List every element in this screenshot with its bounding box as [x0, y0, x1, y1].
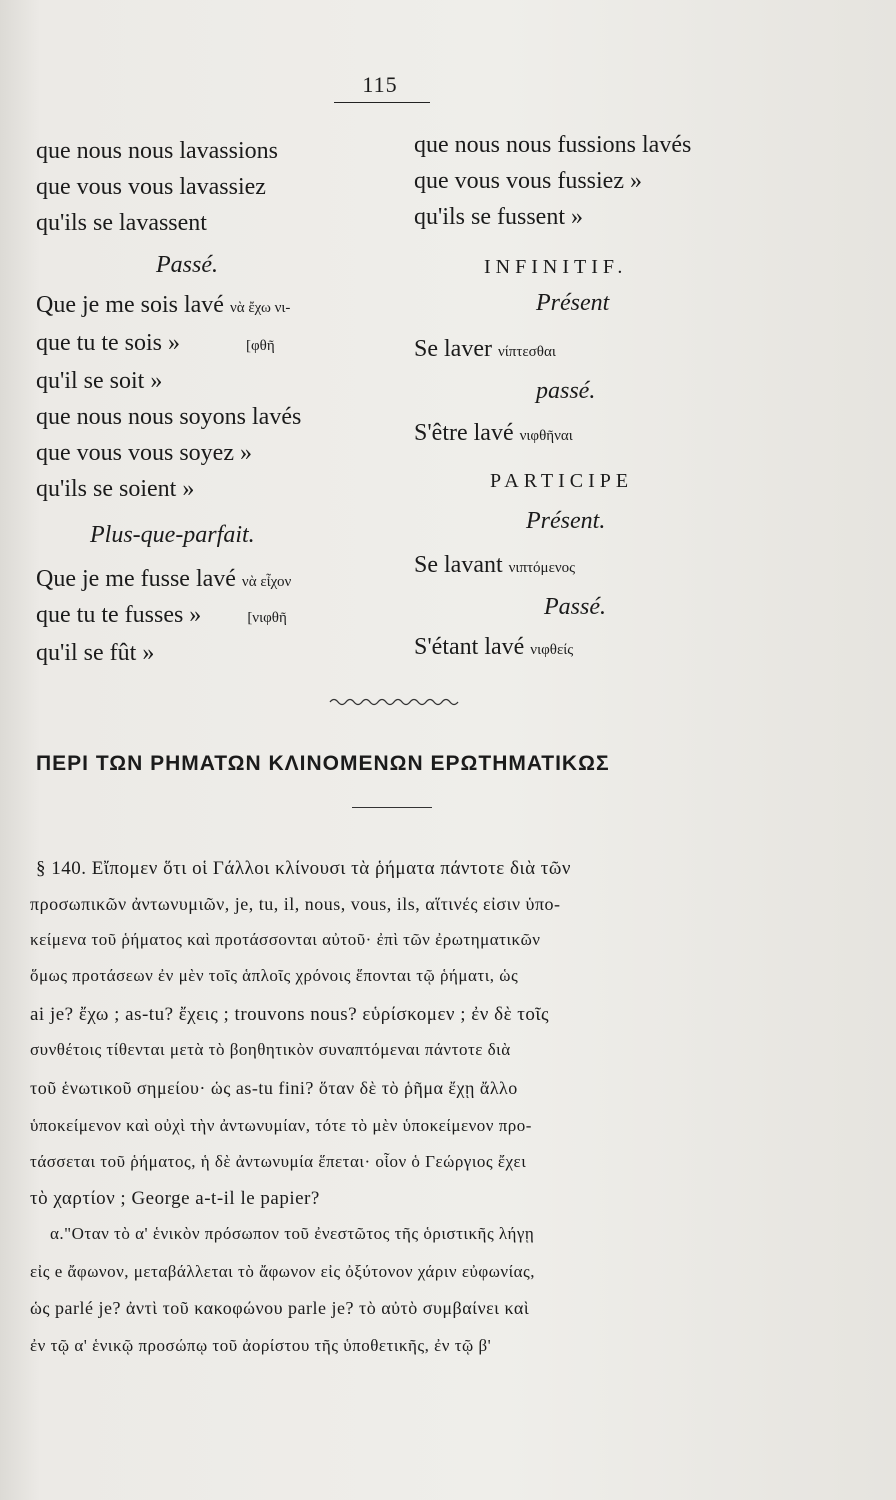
left-line-text: Que je me fusse lavé	[36, 566, 236, 592]
left-line: que vous vous soyez »	[36, 440, 252, 466]
right-subheading-present: Présent	[536, 290, 610, 316]
right-line-greek: νίπτεσθαι	[497, 344, 556, 360]
left-line-greek: νὰ εἶχον	[241, 574, 292, 590]
wavy-divider-ornament	[328, 696, 460, 710]
left-line	[36, 566, 291, 593]
paragraph-line: § 140. Εἴπομεν ὅτι οἱ Γάλλοι κλίνουσι τὰ ῥήματα πάντοτε διὰ τῶν	[36, 858, 572, 879]
right-line-text: Se laver	[414, 336, 492, 362]
right-line	[414, 552, 575, 579]
paragraph-line: ὑποκείμενον καὶ οὐχὶ τὴν ἀντωνυμίαν, τότε τὸ μὲν ὑποκείμενον προ-	[30, 1116, 532, 1135]
right-line: que vous vous fussiez »	[414, 168, 642, 194]
left-line-text: que tu te sois »	[36, 330, 180, 356]
right-subheading-passe: passé.	[536, 378, 596, 404]
left-line-text: que tu te fusses »	[36, 602, 202, 628]
left-line: qu'ils se lavassent	[36, 210, 207, 236]
left-line	[36, 602, 287, 629]
paragraph-line: προσωπικῶν ἀντωνυμιῶν, je, tu, il, nous, vous, ils, αἵτινές εἰσιν ὑπο-	[30, 894, 561, 914]
left-subheading-passe: Passé.	[156, 252, 218, 278]
paragraph-line: εἰς e ἄφωνον, μεταβάλλεται τὸ ἄφωνον εἰς ὀξύτονον χάριν εὐφωνίας,	[30, 1262, 536, 1281]
right-line-greek: νιφθείς	[530, 642, 574, 658]
right-line	[414, 634, 573, 661]
paragraph-line: ὡς parlé je? ἀντὶ τοῦ κακοφώνου parle je? τὸ αὐτὸ συμβαίνει καὶ	[30, 1298, 530, 1318]
paragraph-line: κείμενα τοῦ ῥήματος καὶ προτάσσονται αὐτοῦ· ἐπὶ τῶν ἐρωτηματικῶν	[30, 930, 541, 949]
paragraph-line: τὸ χαρτίον ; George a-t-il le papier?	[30, 1188, 320, 1209]
right-line-greek: νιπτόμενος	[508, 560, 576, 576]
right-line-text: S'étant lavé	[414, 634, 525, 660]
right-heading-participe: PARTICIPE	[490, 470, 634, 492]
paragraph-line: α."Οταν τὸ α' ἑνικὸν πρόσωπον τοῦ ἐνεστῶτος τῆς ὁριστικῆς λήγῃ	[50, 1224, 535, 1243]
left-subheading-plus-que-parfait: Plus-que-parfait.	[90, 522, 255, 548]
right-line-text: S'être lavé	[414, 420, 514, 446]
paragraph-line: τάσσεται τοῦ ῥήματος, ἡ δὲ ἀντωνυμία ἕπεται· οἷον ὁ Γεώργιος ἔχει	[30, 1152, 527, 1171]
heading-rule	[352, 807, 432, 808]
section-heading: ΠΕΡΙ ΤΩΝ ΡΗΜΑΤΩΝ ΚΛΙΝΟΜΕΝΩΝ ΕΡΩΤΗΜΑΤΙΚΩΣ	[36, 752, 610, 775]
page-number: 115	[362, 72, 398, 97]
paragraph-line: ἐν τῷ α' ἑνικῷ προσώπῳ τοῦ ἀορίστου τῆς ὑποθετικῆς, ἐν τῷ β'	[30, 1336, 492, 1355]
right-subheading-present: Présent.	[526, 508, 606, 534]
right-subheading-passe: Passé.	[544, 594, 606, 620]
left-line: que nous nous soyons lavés	[36, 404, 302, 430]
left-line: qu'il se fût »	[36, 640, 155, 666]
left-line: qu'ils se soient »	[36, 476, 195, 502]
left-line-greek: νὰ ἔχω νι-	[229, 300, 291, 316]
left-line-greek: [φθῆ	[246, 338, 275, 354]
right-heading-infinitif: INFINITIF.	[484, 256, 628, 278]
right-line	[414, 420, 573, 447]
right-line	[414, 336, 556, 363]
left-line	[36, 292, 290, 319]
right-line: qu'ils se fussent »	[414, 204, 583, 230]
paragraph-line: ὅμως προτάσεων ἐν μὲν τοῖς ἁπλοῖς χρόνοις ἕπονται τῷ ῥήματι, ὡς	[30, 966, 519, 985]
paragraph-line: ai je? ἔχω ; as-tu? ἔχεις ; trouvons nous? εὑρίσκομεν ; ἐν δὲ τοῖς	[30, 1004, 550, 1025]
left-line-text: Que je me sois lavé	[36, 292, 224, 318]
left-line	[36, 330, 275, 357]
right-line-greek: νιφθῆναι	[519, 428, 573, 444]
left-line: qu'il se soit »	[36, 368, 163, 394]
page-number-rule	[334, 102, 430, 103]
right-line-text: Se lavant	[414, 552, 503, 578]
paragraph-line: συνθέτοις τίθενται μετὰ τὸ βοηθητικὸν συναπτόμεναι πάντοτε διὰ	[30, 1040, 511, 1059]
left-line-greek: [νιφθῆ	[247, 610, 287, 626]
left-line: que nous nous lavassions	[36, 138, 278, 164]
paragraph-line: τοῦ ἑνωτικοῦ σημείου· ὡς as-tu fini? ὅταν δὲ τὸ ῥῆμα ἔχῃ ἄλλο	[30, 1078, 518, 1098]
right-line: que nous nous fussions lavés	[414, 132, 692, 158]
left-line: que vous vous lavassiez	[36, 174, 266, 200]
